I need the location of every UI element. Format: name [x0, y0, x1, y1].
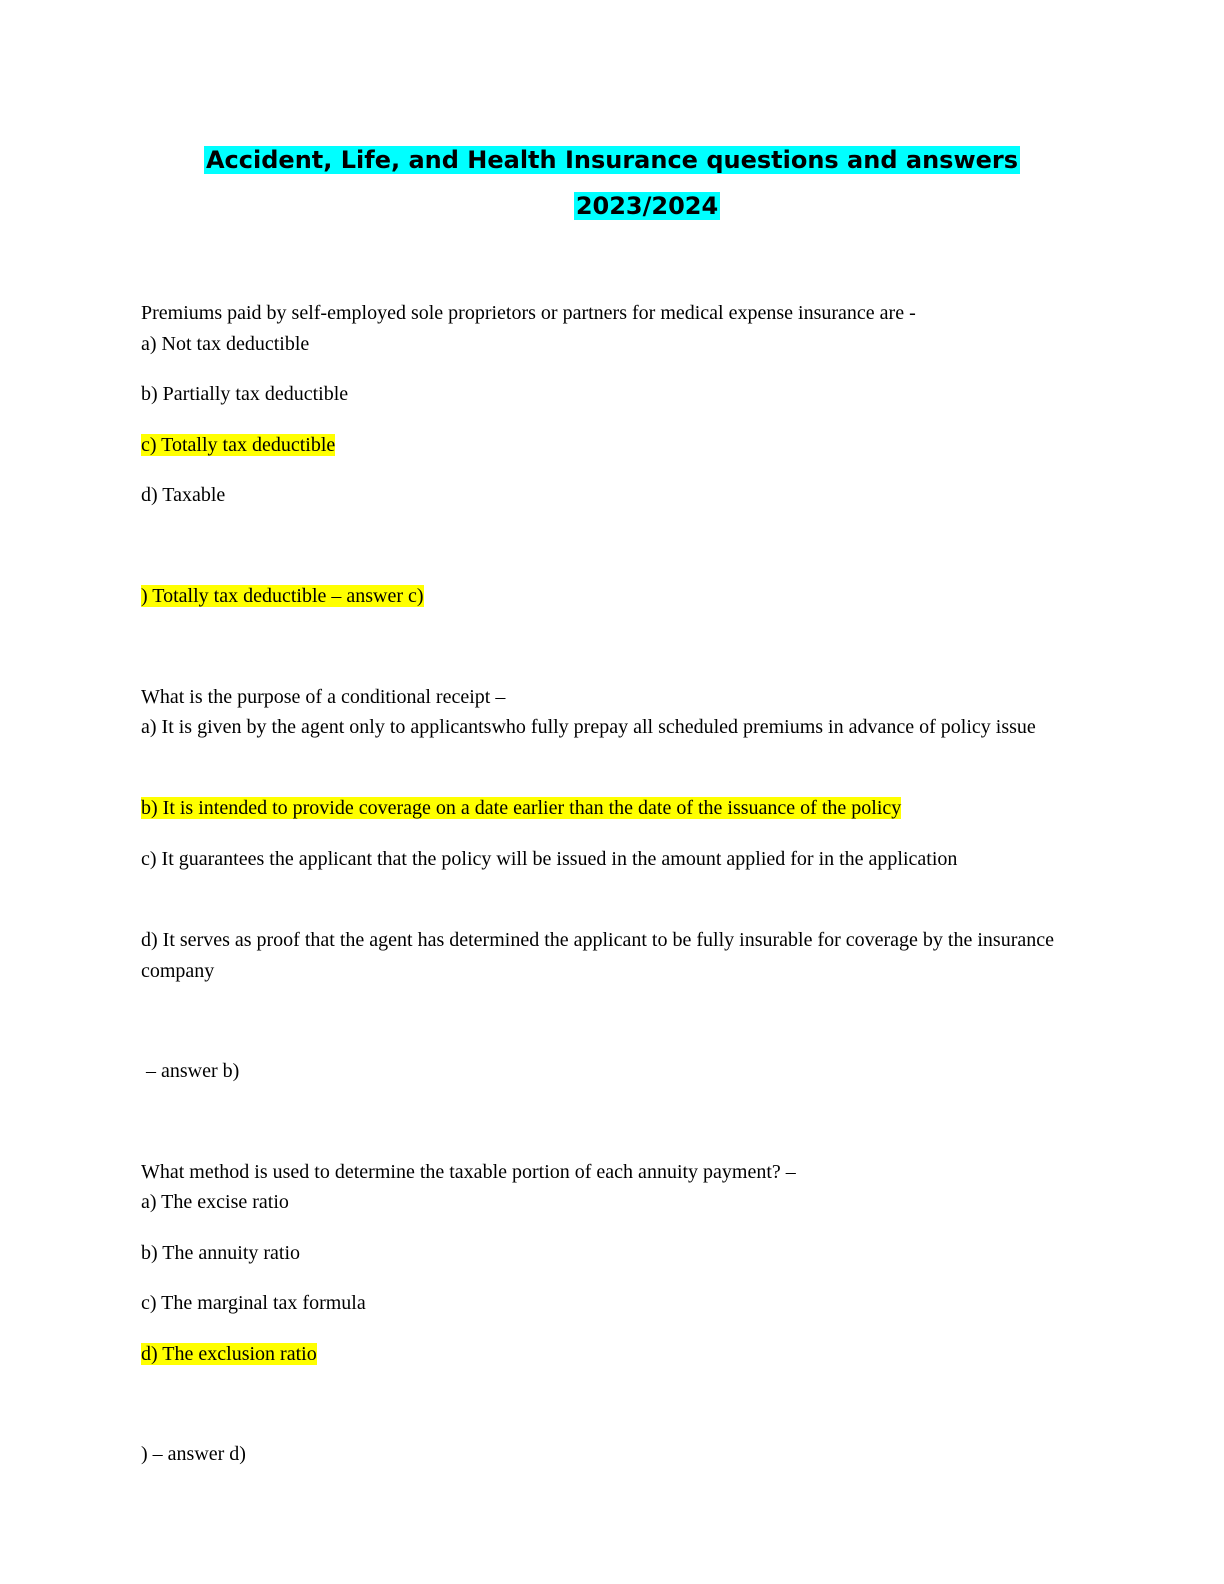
q1-answer: ) Totally tax deductible – answer c) [141, 585, 424, 607]
title-line-2: 2023/2024 [575, 192, 719, 220]
q1-option-c: c) Totally tax deductible [141, 434, 336, 456]
q3-option-b: b) The annuity ratio [141, 1242, 301, 1264]
title-line-1: Accident, Life, and Health Insurance questions and answers [205, 146, 1019, 174]
q2-option-d: d) It serves as proof that the agent has determined the applicant to be fully insurable for coverage by the insurance company [141, 929, 1054, 982]
q3-option-c: c) The marginal tax formula [141, 1292, 366, 1314]
q1-option-a: a) Not tax deductible [141, 333, 310, 355]
q1-option-b: b) Partially tax deductible [141, 383, 349, 405]
q2-answer: – answer b) [141, 1060, 240, 1082]
q3-answer: ) – answer d) [141, 1443, 246, 1465]
q2-stem: What is the purpose of a conditional receipt – [141, 686, 506, 708]
q2-option-a: a) It is given by the agent only to applicantswho fully prepay all scheduled premiums in advance of policy issue [141, 716, 1036, 738]
q3-option-d: d) The exclusion ratio [141, 1343, 317, 1365]
q1-option-d: d) Taxable [141, 484, 226, 506]
q3-stem: What method is used to determine the taxable portion of each annuity payment? – [141, 1161, 796, 1183]
q3-option-a: a) The excise ratio [141, 1191, 289, 1213]
q2-option-c: c) It guarantees the applicant that the policy will be issued in the amount applied for in the application [141, 848, 958, 870]
q1-stem: Premiums paid by self-employed sole proprietors or partners for medical expense insurance are - [141, 302, 916, 324]
q2-option-b: b) It is intended to provide coverage on a date earlier than the date of the issuance of the policy [141, 797, 902, 819]
